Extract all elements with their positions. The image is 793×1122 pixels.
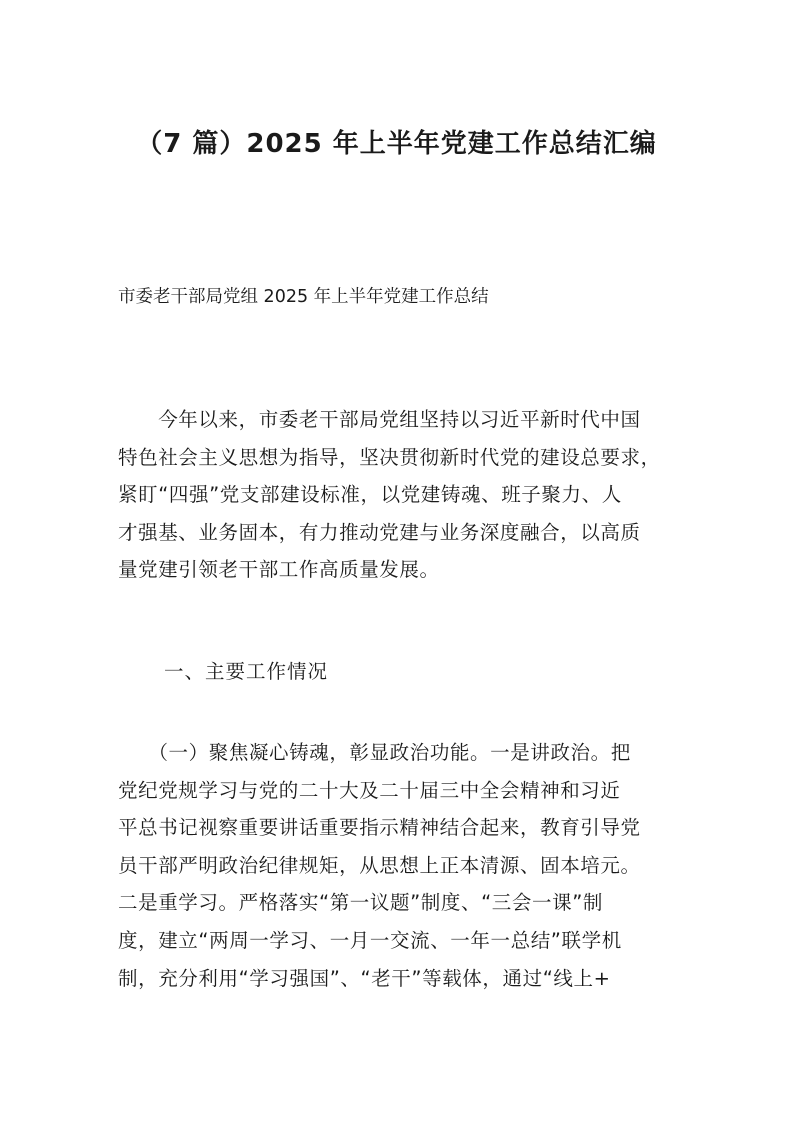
body-line: 制，充分利用“学习强国”、“老干”等载体，通过“线上+ bbox=[118, 966, 611, 990]
body-paragraph bbox=[118, 734, 684, 997]
section-heading: 一、主要工作情况 bbox=[164, 660, 329, 683]
body-line: 党纪党规学习与党的二十大及二十届三中全会精神和习近 bbox=[118, 778, 621, 802]
body-line: 二是重学习。严格落实“第一议题”制度、“三会一课”制 bbox=[118, 891, 604, 915]
body-line: 平总书记视察重要讲话重要指示精神结合起来，教育引导党 bbox=[118, 816, 641, 840]
intro-paragraph bbox=[118, 401, 684, 589]
document-subtitle: 市委老干部局党组 2025 年上半年党建工作总结 bbox=[118, 287, 489, 307]
body-line: （一）聚焦凝心铸魂，彰显政治功能。一是讲政治。把 bbox=[118, 741, 631, 764]
intro-line: 今年以来，市委老干部局党组坚持以习近平新时代中国 bbox=[118, 408, 641, 431]
document-title: （7 篇）2025 年上半年党建工作总结汇编 bbox=[136, 129, 657, 159]
intro-line: 特色社会主义思想为指导，坚决贯彻新时代党的建设总要求， bbox=[118, 445, 661, 469]
body-line: 员干部严明政治纪律规矩，从思想上正本清源、固本培元。 bbox=[118, 853, 641, 877]
intro-line: 紧盯“四强”党支部建设标准，以党建铸魂、班子聚力、人 bbox=[118, 483, 622, 507]
intro-line: 量党建引领老干部工作高质量发展。 bbox=[118, 558, 440, 582]
intro-line: 才强基、业务固本，有力推动党建与业务深度融合，以高质 bbox=[118, 520, 641, 544]
body-line: 度，建立“两周一学习、一月一交流、一年一总结”联学机 bbox=[118, 928, 622, 952]
